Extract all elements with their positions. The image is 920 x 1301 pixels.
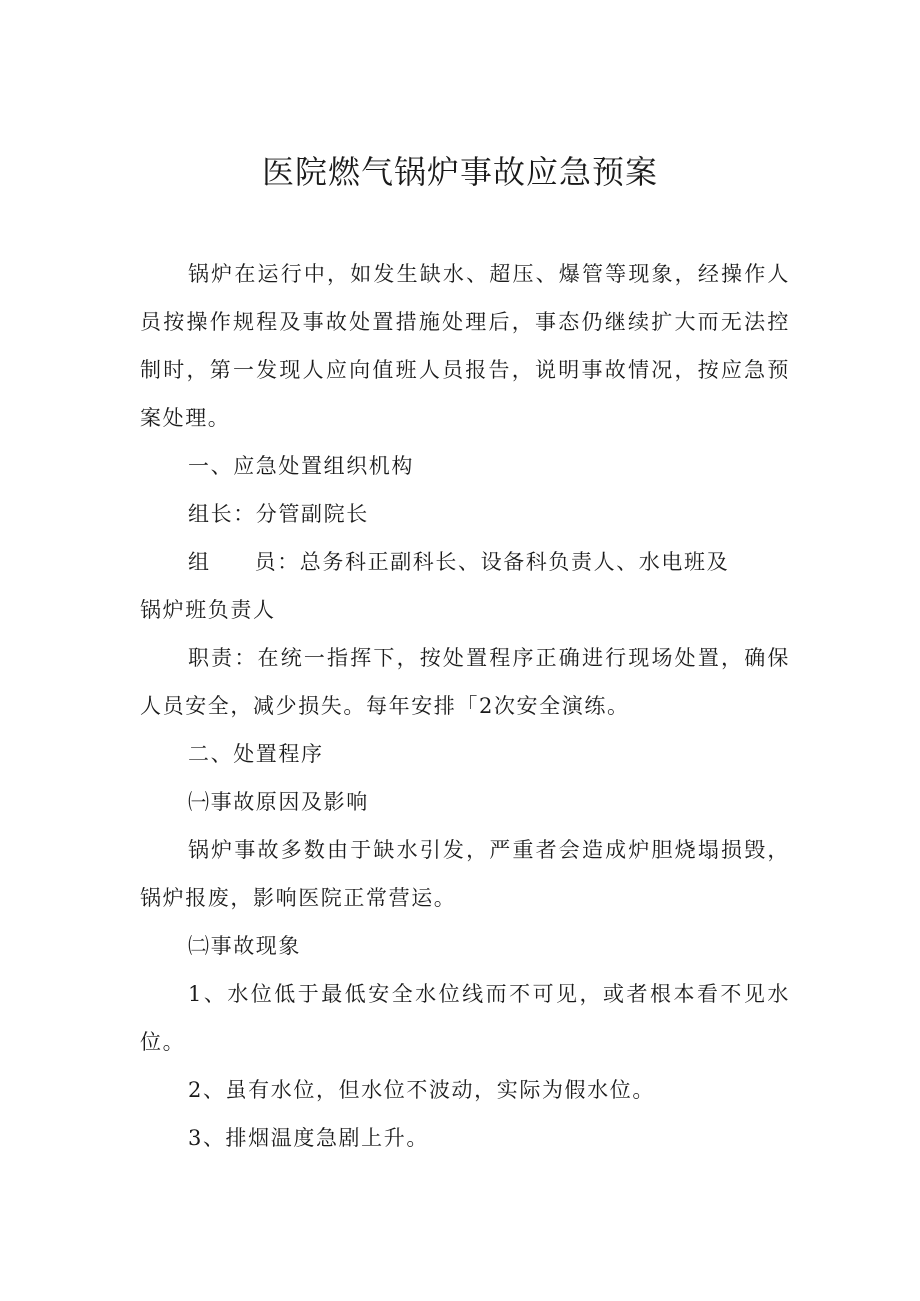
members-line [140,538,790,586]
phenomenon-item-3: 3、排烟温度急剧上升。 [188,1126,429,1150]
section-heading-procedure: 二、处置程序 [188,742,324,766]
leader-line: 组长：分管副院长 [188,502,369,526]
phenomenon-item-1: 1、水位低于最低安全水位线而不可见，或者根本看不见水位。 [140,982,790,1054]
intro-paragraph: 锅炉在运行中，如发生缺水、超压、爆管等现象，经操作人员按操作规程及事故处置措施处理后，事态仍继续扩大而无法控制时，第一发现人应向值班人员报告，说明事故情况，按应急预案处理。 [140,262,790,430]
section-heading-organization: 一、应急处置组织机构 [188,454,414,478]
members-continuation: 锅炉班负责人 [140,598,276,622]
members-list-text: 员：总务科正副科长、设备科负责人、水电班及 [254,550,730,574]
cause-paragraph: 锅炉事故多数由于缺水引发，严重者会造成炉胆烧塌损毁，锅炉报废，影响医院正常营运。 [140,838,790,910]
phenomenon-item-2: 2、虽有水位，但水位不波动，实际为假水位。 [188,1078,655,1102]
subsection-heading-phenomena: ㈡事故现象 [188,934,301,958]
document-body [140,250,790,1162]
duties-paragraph: 职责：在统一指挥下，按处置程序正确进行现场处置，确保人员安全，减少损失。每年安排「2次安全演练。 [140,646,790,718]
members-label-first-char: 组 [188,550,211,574]
subsection-heading-cause: ㈠事故原因及影响 [188,790,369,814]
document-title: 医院燃气锅炉事故应急预案 [261,153,658,191]
